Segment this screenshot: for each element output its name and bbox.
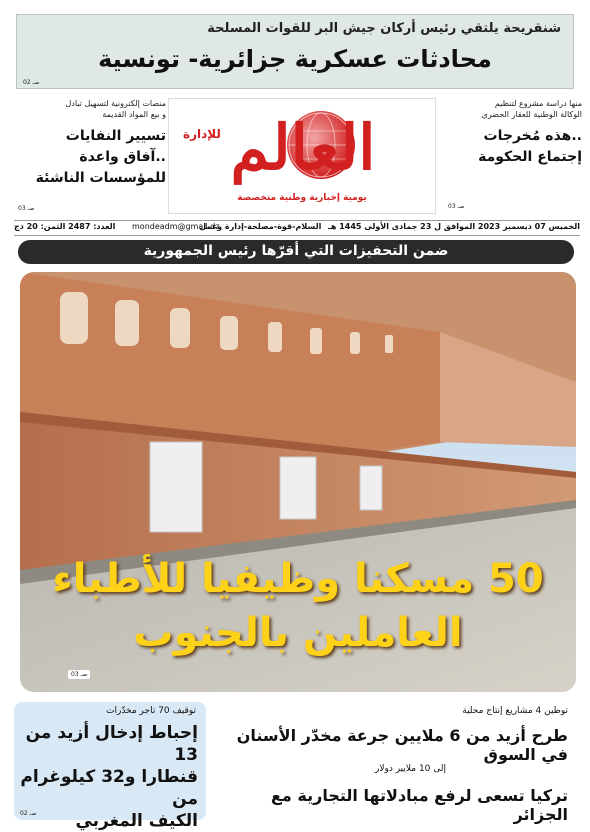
story-headline: إحباط إدخال أزيد من 13 قنطارا و32 كيلوغرام من الكيف المغربي — [20, 723, 198, 831]
motto: السلام-قوة-مصلحة-إدارة وعمل — [199, 222, 322, 231]
teaser-kicker: الوكالة الوطنية للعقار الحضري — [481, 110, 582, 119]
issue-date: الخميس 07 ديسمبر 2023 الموافق ل 23 جمادى الأولى 1445 هـ السلام-قوة-مصلحة-إدارة وعمل — [199, 222, 580, 231]
story-kicker: توقيف 70 تاجر مخدّرات — [106, 706, 196, 716]
left-teaser — [14, 98, 166, 212]
page-reference: صـ 03 — [18, 205, 35, 212]
teaser-kicker: منها دراسة مشروع لتنظيم — [494, 99, 582, 108]
page-reference: صـ 03 — [68, 670, 90, 679]
teaser-kicker: منصات إلكترونية لتسهيل تبادل — [65, 99, 166, 108]
logo-subtitle: للإدارة — [183, 127, 221, 141]
teaser-headline: للمؤسسات الناشئة — [35, 170, 166, 186]
issue-number-price: العدد: 2487 الثمن: 20 دج — [14, 222, 116, 231]
teaser-headline: ..آفاق واعدة — [79, 149, 166, 165]
bottom-right-stories — [214, 702, 576, 824]
top-banner — [16, 14, 574, 89]
top-headline: محادثات عسكرية جزائرية- تونسية — [98, 45, 492, 73]
contact-email[interactable]: mondeadm@gmail.dz — [132, 222, 220, 231]
story-headline: تركيا تسعى لرفع مبادلاتها التجارية مع الجزائر — [271, 786, 568, 824]
main-headline: 50 مسكنا وظيفيا للأطباء العاملين بالجنوب — [52, 556, 544, 656]
page-reference: صـ 02 — [23, 79, 40, 86]
newspaper-logo: العالم — [230, 111, 376, 184]
page-reference: صـ 02 — [20, 810, 37, 817]
teaser-headline: ..هذه مُخرجات — [483, 128, 582, 144]
teaser-headline: تسيير النفايات — [65, 128, 166, 144]
main-photo — [20, 272, 576, 692]
right-teaser — [440, 98, 582, 212]
tagline: يومية إخبارية وطنية متخصصة — [237, 193, 367, 203]
masthead — [168, 98, 436, 214]
story-kicker: إلى 10 ملايير دولار — [375, 764, 446, 774]
teaser-kicker: و بيع المواد القديمة — [102, 110, 166, 119]
story-headline: طرح أزيد من 6 ملايين جرعة مخدّر الأسنان في السوق — [236, 726, 568, 764]
teaser-headline: إجتماع الحكومة — [478, 149, 582, 165]
section-bar-text: ضمن التحفيزات التي أقرّها رئيس الجمهورية — [143, 243, 449, 259]
bottom-left-story — [14, 702, 206, 831]
date-strip — [14, 220, 580, 236]
story-kicker: توطين 4 مشاريع إنتاج محلية — [462, 706, 568, 716]
top-kicker: شنقريحة يلتقي رئيس أركان جيش البر للقوات المسلحة — [207, 21, 561, 36]
section-bar — [18, 240, 574, 264]
page-reference: صـ 03 — [448, 203, 465, 210]
